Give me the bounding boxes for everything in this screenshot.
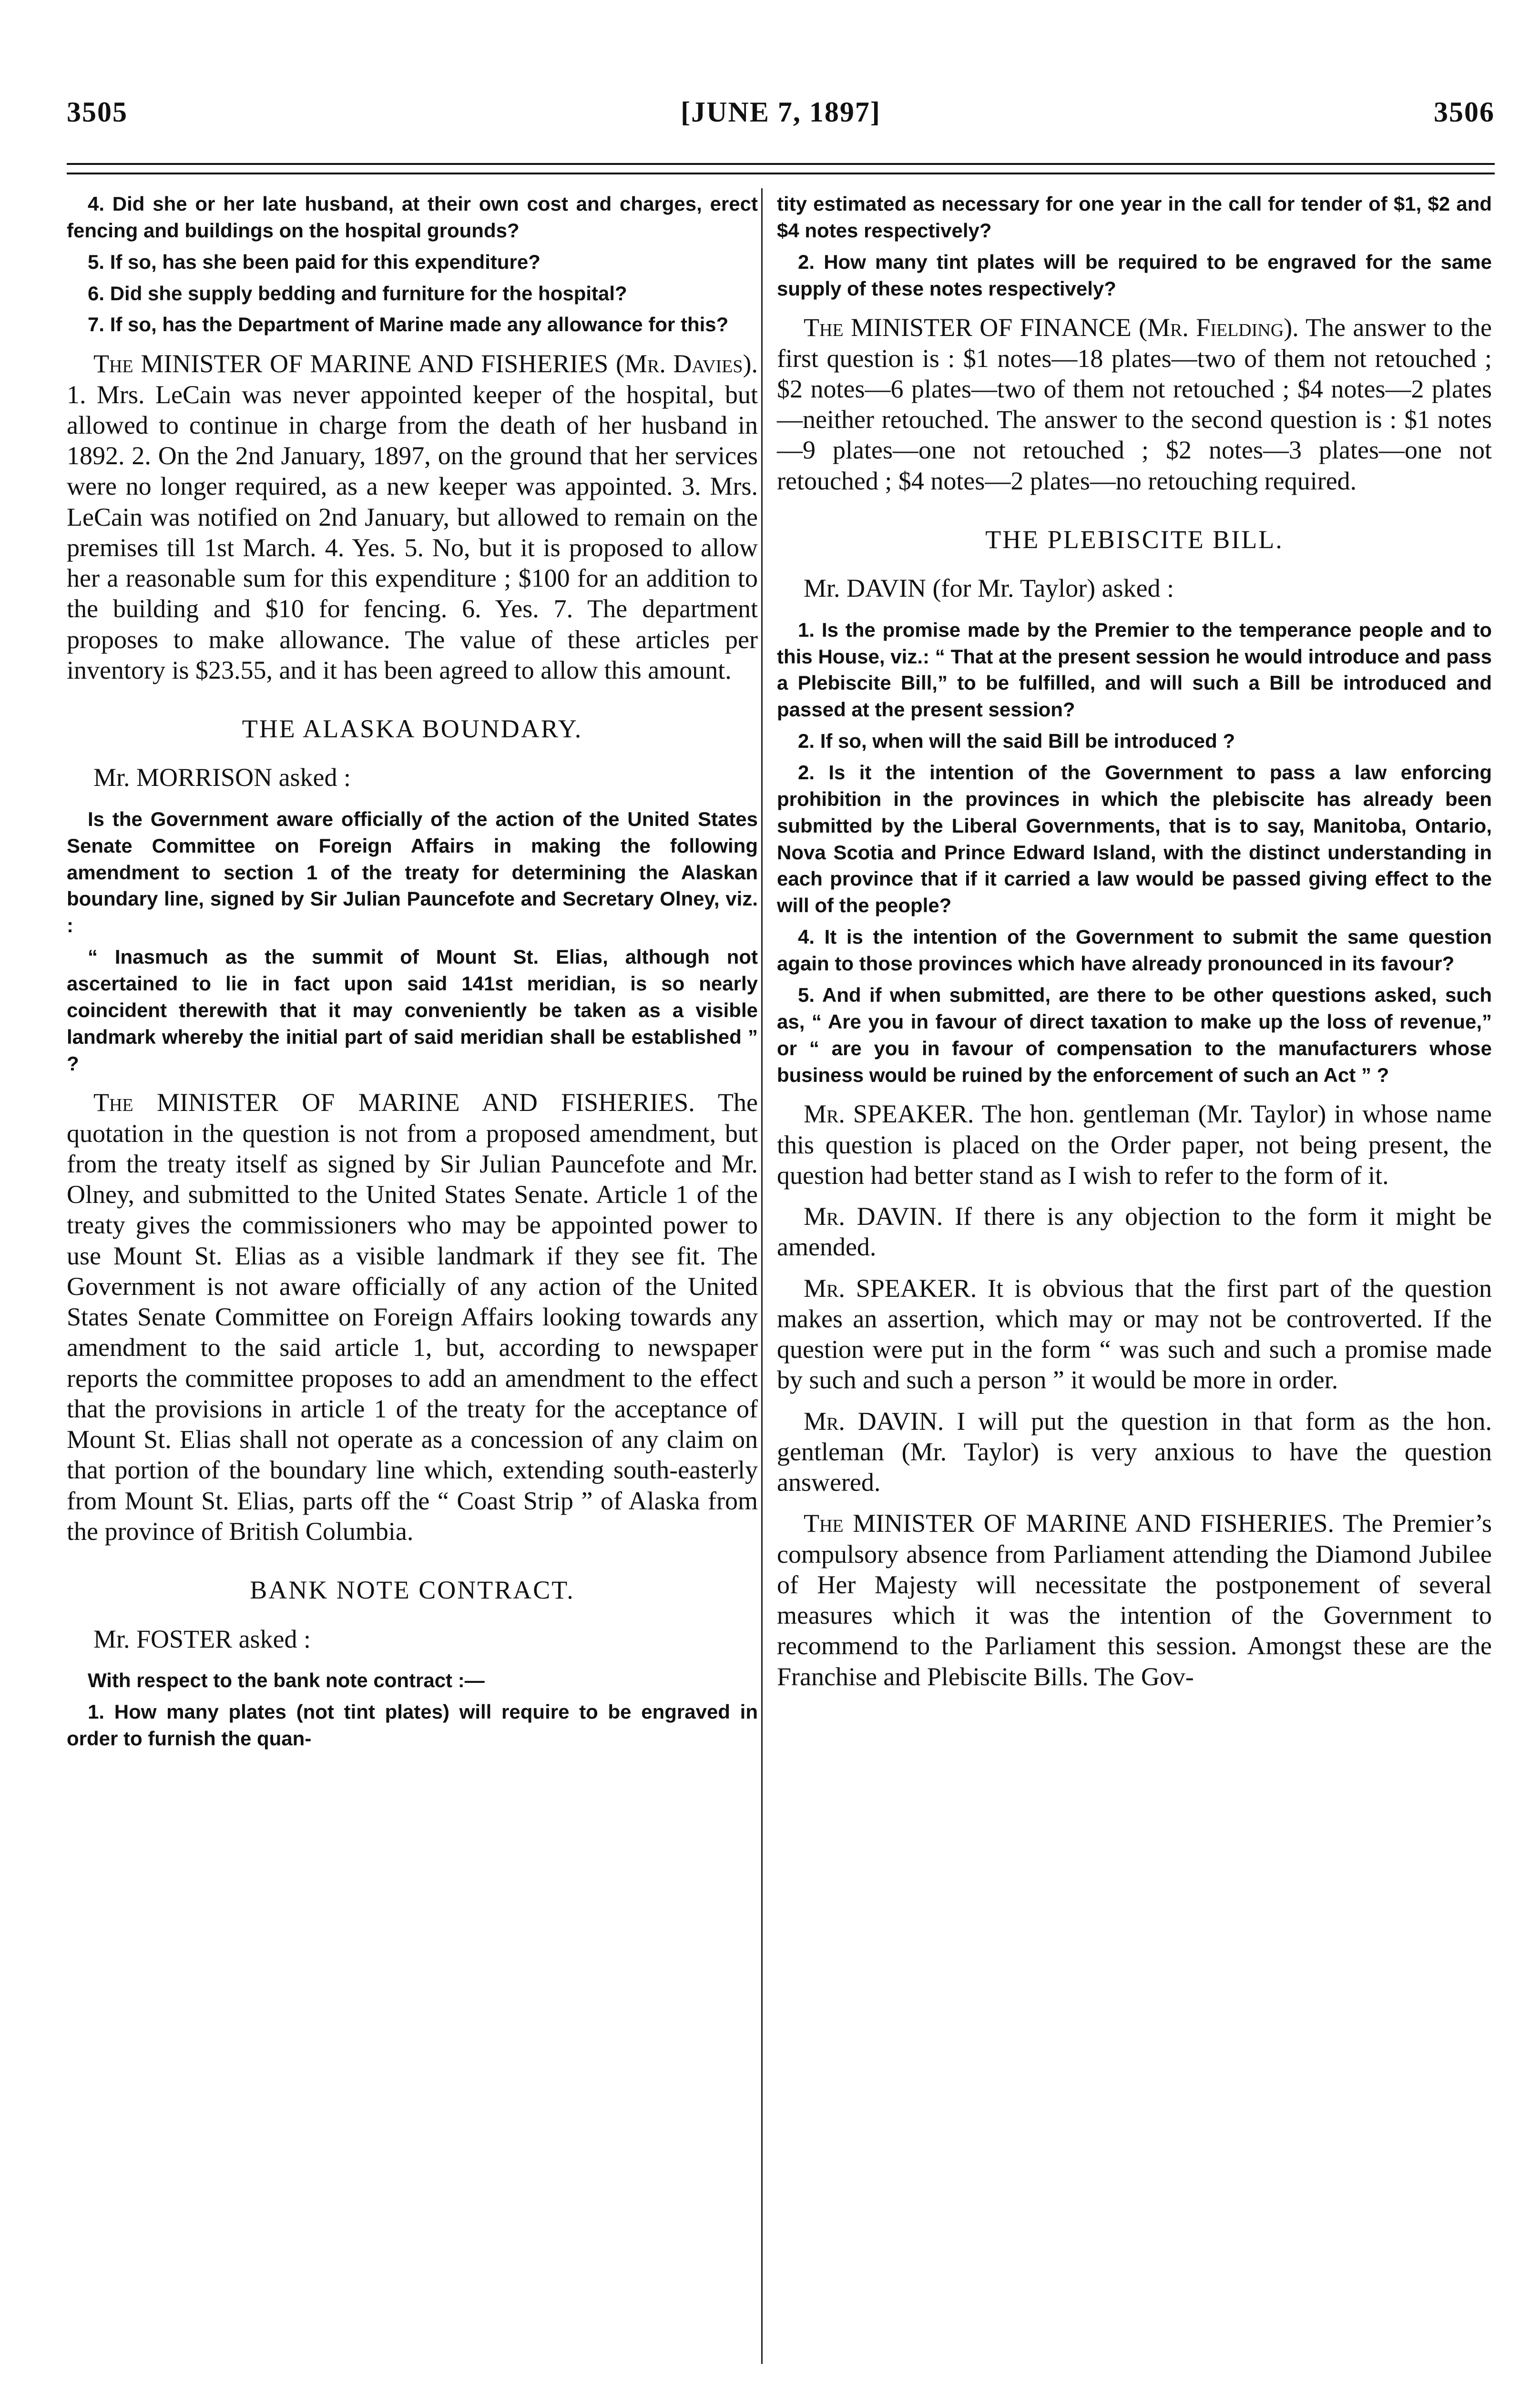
foster-question-2: 2. How many tint plates will be required to be engraved for the same supply of these notes respectively?: [777, 250, 1492, 300]
page-number-right: 3506: [1433, 96, 1495, 128]
speech-text: It is obvious that the first part of the question makes an assertion, which may or may not be controverted. If the question were put in the form “ was such and such a promise made by such and such a person ” it would be more in order.: [777, 1273, 1492, 1395]
speaker-name: The MINISTER OF FINANCE (Mr. Fielding).: [804, 313, 1299, 342]
plebiscite-question-5: 5. And if when submitted, are there to be other questions asked, such as, “ Are you in favour of direct taxation to make up the loss of revenue,” or “ are you in favour of compensation to the manufacturers whose business would be ruined by the enforcement of such an Act ” ?: [777, 983, 1492, 1086]
header-rule-top: [67, 163, 1495, 165]
foster-question-1-continued: tity estimated as necessary for one year in the call for tender of $1, $2 and $4 notes respectively?: [777, 193, 1492, 242]
page-header: [67, 91, 1495, 133]
speech-text: 1. Mrs. LeCain was never appointed keeper of the hospital, but allowed to continue in charge from the death of her husband in 1892. 2. On the 2nd January, 1897, on the ground that her services were no longer required, as a new keeper was appointed. 3. Mrs. LeCain was notified on 2nd January, but allowed to remain on the premises till 1st March. 4. Yes. 5. No, but it is proposed to allow her a reasonable sum for this expenditure ; $100 for an addition to the building and $10 for fencing. 6. Yes. 7. The department proposes to make allowance. The value of these articles per inventory is $23.55, and it has been agreed to allow this amount.: [67, 380, 758, 684]
speaker-name: Mr. SPEAKER.: [804, 1273, 977, 1303]
right-column: [777, 191, 1492, 1697]
question-6: 6. Did she supply bedding and furniture for the hospital?: [88, 282, 627, 305]
section-heading-alaska: THE ALASKA BOUNDARY.: [242, 714, 583, 743]
speaker-name: The MINISTER OF MARINE AND FISHERIES.: [93, 1088, 695, 1117]
speech-text: The hon. gentleman (Mr. Taylor) in whose name this question is placed on the Order paper, not being present, the question had better stand as I wish to refer to the form of it.: [777, 1100, 1492, 1190]
speaker-name: Mr. DAVIN.: [804, 1202, 943, 1231]
speaker-name: Mr. SPEAKER.: [804, 1100, 974, 1129]
page-date: [JUNE 7, 1897]: [681, 96, 881, 128]
left-column: [67, 191, 758, 1757]
speaker-name: The MINISTER OF MARINE AND FISHERIES (Mr. Davies).: [93, 349, 758, 378]
speech-text: If there is any objection to the form it might be amended.: [777, 1202, 1492, 1262]
speech-speaker-2: [777, 1273, 1492, 1395]
speaker-name: Mr. DAVIN.: [804, 1406, 944, 1436]
speech-text: The quotation in the question is not from a proposed amendment, but from the treaty itself as signed by Sir Julian Pauncefote and Mr. Olney, and submitted to the United States Senate. Article 1 of the treaty gives the commissioners who may be appointed power to use Mount St. Elias as a visible landmark if they see fit. The Government is not aware officially of any action of the United States Senate Committee on Foreign Affairs looking towards any amendment to the said article 1, but, according to newspaper reports the committee proposes to add an amendment to the effect that the provisions in article 1 of the treaty for the acceptance of Mount St. Elias shall not operate as a concession of any claim on that portion of the boundary line which, extending south-easterly from Mount St. Elias, parts off the “ Coast Strip ” of Alaska from the province of British Columbia.: [67, 1088, 758, 1546]
speech-marine-answer-3: [777, 1508, 1492, 1692]
foster-asked: Mr. FOSTER asked :: [93, 1624, 311, 1653]
plebiscite-question-2: 2. If so, when will the said Bill be introduced ?: [798, 730, 1235, 753]
speech-davin-1: [777, 1201, 1492, 1263]
speech-marine-answer-1: [67, 348, 758, 685]
foster-intro: With respect to the bank note contract :—: [88, 1669, 485, 1692]
speech-text: The answer to the first question is : $1 notes—18 plates—two of them not retouched ; $2 notes—6 plates—two of them not retouched ; $4 notes—2 plates—neither retouched. The answer to the second question is : $1 notes—9 plates—one not retouched ; $2 notes—3 plates—one not retouched ; $4 notes—2 plates—no retouching required.: [777, 313, 1492, 495]
morrison-asked: Mr. MORRISON asked :: [93, 763, 351, 792]
question-5: 5. If so, has she been paid for this expenditure?: [88, 250, 541, 273]
section-heading-plebiscite: THE PLEBISCITE BILL.: [985, 525, 1284, 554]
plebiscite-question-4: 4. It is the intention of the Government to submit the same question again to those provinces which have already pronounced in its favour?: [777, 926, 1492, 975]
speech-davin-2: [777, 1406, 1492, 1498]
speaker-name: The MINISTER OF MARINE AND FISHERIES.: [804, 1509, 1334, 1538]
page-number-left: 3505: [67, 96, 128, 128]
speech-finance-answer: [777, 312, 1492, 496]
speech-text: The Premier’s compulsory absence from Parliament attending the Diamond Jubilee of Her Majesty will necessitate the postponement of several measures which it was the intention of the Government to recommend to the Parliament this session. Amongst these are the Franchise and Plebiscite Bills. The Gov-: [777, 1509, 1492, 1691]
column-divider: [761, 188, 763, 2364]
question-7: 7. If so, has the Department of Marine made any allowance for this?: [88, 313, 729, 336]
speech-marine-answer-2: [67, 1087, 758, 1547]
header-rule-bottom: [67, 173, 1495, 174]
morrison-question: Is the Government aware officially of the action of the United States Senate Committee on Foreign Affairs in making the following amendment to section 1 of the treaty for determining the Alaskan boundary line, signed by Sir Julian Pauncefote and Secretary Olney, viz. :: [67, 807, 758, 937]
morrison-quote: “ Inasmuch as the summit of Mount St. Elias, although not ascertained to lie in fact upon said 141st meridian, is so nearly coincident therewith that it may conveniently be taken as a visible landmark whereby the initial part of said meridian shall be established ” ?: [67, 946, 758, 1075]
davin-asked: Mr. DAVIN (for Mr. Taylor) asked :: [804, 574, 1174, 603]
section-heading-bank-note: BANK NOTE CONTRACT.: [250, 1576, 575, 1605]
foster-question-1: 1. How many plates (not tint plates) will require to be engraved in order to furnish the quan-: [67, 1700, 758, 1750]
plebiscite-question-3: 2. Is it the intention of the Government to pass a law enforcing prohibition in the provinces in which the plebiscite has already been submitted by the Liberal Governments, that is to say, Manitoba, Ontario, Nova Scotia and Prince Edward Island, with the distinct understanding in each province that if it carried a law would be passed giving effect to the will of the people?: [777, 761, 1492, 917]
plebiscite-question-1: 1. Is the promise made by the Premier to the temperance people and to this House, viz.: “ That at the present session he would introduce and pass a Plebiscite Bill,” to be fulfilled, and will such a Bill be introduced and passed at the present session?: [777, 618, 1492, 721]
question-4: 4. Did she or her late husband, at their own cost and charges, erect fencing and buildings on the hospital grounds?: [67, 193, 758, 242]
speech-text: I will put the question in that form as the hon. gentleman (Mr. Taylor) is very anxious to have the question answered.: [777, 1406, 1492, 1497]
speech-speaker-1: [777, 1099, 1492, 1191]
